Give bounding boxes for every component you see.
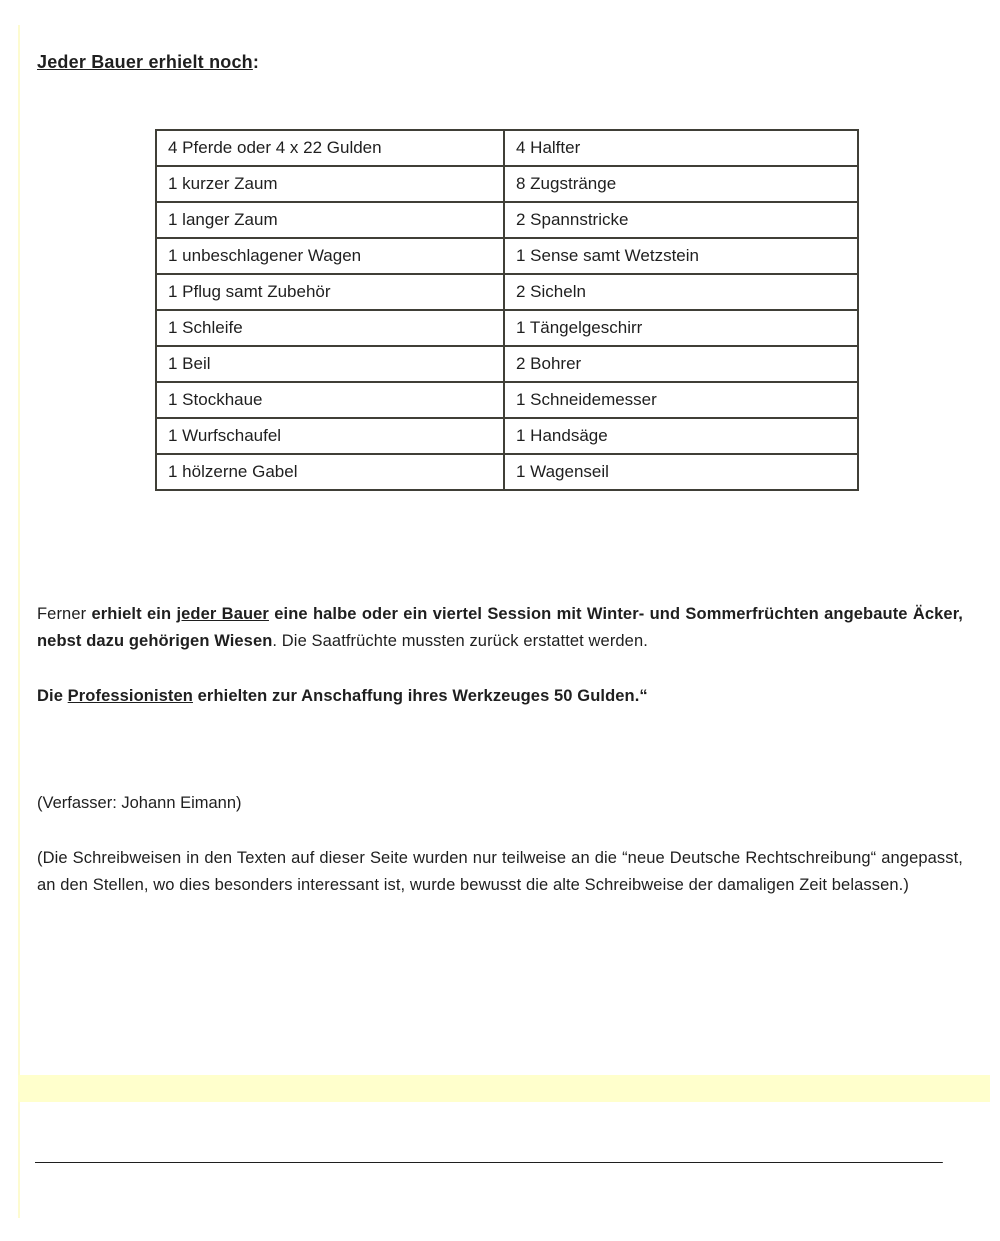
paragraph-ferner-tail: . Die Saatfrüchte mussten zurück erstattet werden.	[272, 632, 648, 650]
paragraph-prof-tail: erhielten zur Anschaffung ihres Werkzeuges 50 Gulden.“	[192, 687, 648, 705]
table-cell-right: 1 Schneidemesser	[504, 382, 858, 418]
table-cell-left: 1 Schleife	[156, 310, 504, 346]
page-title-colon: :	[252, 52, 260, 72]
table-cell-left: 1 unbeschlagener Wagen	[156, 238, 504, 274]
table-cell-left: 1 Stockhaue	[156, 382, 504, 418]
table-cell-left: 1 Beil	[156, 346, 504, 382]
paragraph-prof-lead: Die	[37, 687, 68, 705]
table-cell-right: 1 Handsäge	[504, 418, 858, 454]
content-area	[0, 52, 1000, 899]
page-title	[37, 52, 963, 73]
table-cell-right: 8 Zugstränge	[504, 166, 858, 202]
table-cell-right: 2 Sicheln	[504, 274, 858, 310]
table-cell-right: 1 Wagenseil	[504, 454, 858, 490]
separator-line: ______________________________________________________________________________________________________	[35, 1147, 943, 1164]
table-cell-right: 1 Sense samt Wetzstein	[504, 238, 858, 274]
highlight-band	[18, 1075, 990, 1102]
table-row	[156, 274, 858, 310]
table-cell-right: 2 Bohrer	[504, 346, 858, 382]
table-cell-left: 1 Wurfschaufel	[156, 418, 504, 454]
paragraph-ferner-bold-lead: erhielt ein	[91, 605, 177, 623]
allotment-table	[155, 129, 859, 491]
paragraph-ferner	[37, 601, 963, 655]
table-row	[156, 454, 858, 490]
table-cell-left: 1 langer Zaum	[156, 202, 504, 238]
table-cell-left: 1 kurzer Zaum	[156, 166, 504, 202]
table-row	[156, 238, 858, 274]
table-cell-left: 1 hölzerne Gabel	[156, 454, 504, 490]
paragraph-ferner-intro: Ferner	[37, 605, 92, 623]
table-cell-left: 4 Pferde oder 4 x 22 Gulden	[156, 130, 504, 166]
note-paragraph: (Die Schreibweisen in den Texten auf dieser Seite wurden nur teilweise an die “neue Deutsche Rechtschreibung“ angepasst, an den Stellen, wo dies besonders interessant ist, wurde bewusst die alte Schreibweise der damaligen Zeit belassen.)	[37, 849, 963, 894]
paragraph-professionisten	[37, 683, 963, 710]
table-row	[156, 310, 858, 346]
paragraph-ferner-bold-body: eine halbe oder ein viertel Session mit Winter- und Sommerfrüchten angebaute Äcker, nebst dazu gehörigen Wiesen	[37, 605, 963, 650]
table-cell-right: 2 Spannstricke	[504, 202, 858, 238]
paragraph-ferner-jeder-bauer-underlined: jeder Bauer	[176, 605, 269, 623]
table-row	[156, 346, 858, 382]
page-title-underlined-text: Jeder Bauer erhielt noch	[37, 52, 253, 72]
table-row	[156, 382, 858, 418]
table-cell-left: 1 Pflug samt Zubehör	[156, 274, 504, 310]
author-line: (Verfasser: Johann Eimann)	[37, 794, 242, 812]
table-cell-right: 4 Halfter	[504, 130, 858, 166]
table-row	[156, 418, 858, 454]
table-row	[156, 202, 858, 238]
table-row	[156, 166, 858, 202]
paragraph-prof-underlined-word: Professionisten	[67, 687, 193, 705]
table-cell-right: 1 Tängelgeschirr	[504, 310, 858, 346]
table-row	[156, 130, 858, 166]
